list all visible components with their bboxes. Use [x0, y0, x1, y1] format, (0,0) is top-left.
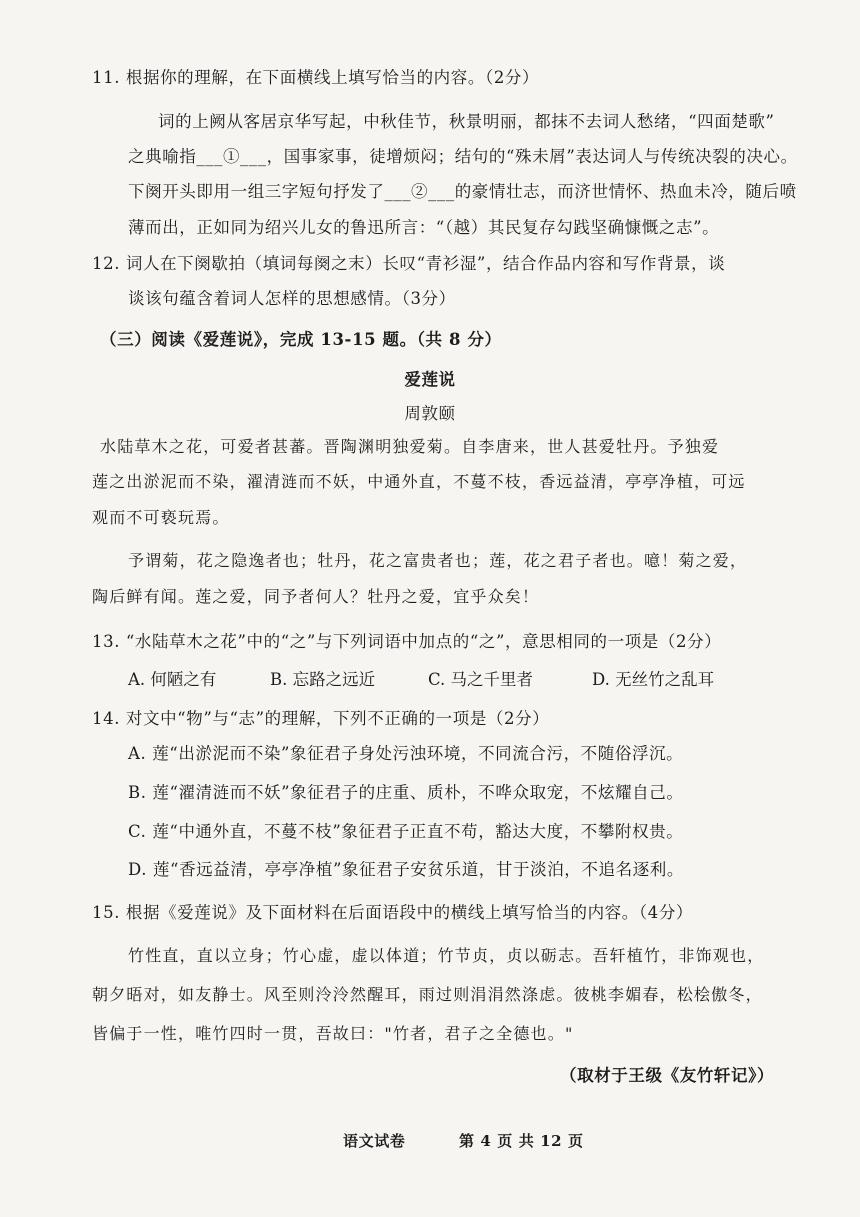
passage-line-5: 陶后鲜有闻。莲之爱，同予者何人？牡丹之爱，宜乎众矣！	[92, 587, 540, 606]
material-line-1: 竹性直，直以立身；竹心虚，虚以体道；竹节贞，贞以砺志。吾轩植竹，非饰观也，	[128, 946, 765, 965]
question-13-option-b: B. 忘路之远近	[270, 670, 376, 689]
question-12-line-1: 12. 词人在下阕歇拍（填词每阕之末）长叹“青衫湿”，结合作品内容和写作背景，谈	[92, 254, 726, 273]
material-line-2: 朝夕晤对，如友静士。风至则泠泠然醒耳，雨过则涓涓然涤虑。彼桃李媚春，松桧傲冬，	[92, 985, 763, 1004]
question-14-option-d: D. 莲“香远益清，亭亭净植”象征君子安贫乐道，甘于淡泊，不追名逐利。	[128, 860, 685, 879]
material-source: （取材于王级《友竹轩记》）	[560, 1066, 775, 1085]
passage-line-2: 莲之出淤泥而不染，濯清涟而不妖，中通外直，不蔓不枝，香远益清，亭亭净植，可远	[92, 472, 746, 491]
question-13-stem: 13. “水陆草木之花”中的“之”与下列词语中加点的“之”，意思相同的一项是（2分）	[92, 632, 722, 651]
material-line-3: 皆偏于一性，唯竹四时一贯，吾故曰："竹者，君子之全德也。"	[92, 1024, 574, 1043]
question-14-option-a: A. 莲“出淤泥而不染”象征君子身处污浊环境，不同流合污，不随俗浮沉。	[128, 744, 684, 763]
question-13-option-d: D. 无丝竹之乱耳	[592, 670, 715, 689]
question-12-line-2: 谈该句蕴含着词人怎样的思想感情。（3分）	[128, 289, 456, 308]
question-11-stem: 11. 根据你的理解，在下面横线上填写恰当的内容。（2分）	[92, 68, 540, 87]
footer-page-number: 第 4 页 共 12 页	[459, 1132, 584, 1150]
passage-line-4: 予谓菊，花之隐逸者也；牡丹，花之富贵者也；莲，花之君子者也。噫！菊之爱，	[128, 551, 748, 570]
question-11-line-1: 词的上阙从客居京华写起，中秋佳节，秋景明丽，都抹不去词人愁绪，“四面楚歌”	[158, 112, 775, 131]
question-11-line-4: 薄而出，正如同为绍兴儿女的鲁迅所言：“（越）其民复存勾践坚确慷慨之志”。	[128, 218, 720, 237]
question-14-stem: 14. 对文中“物”与“志”的理解，下列不正确的一项是（2分）	[92, 709, 550, 728]
question-14-option-c: C. 莲“中通外直，不蔓不枝”象征君子正直不苟，豁达大度，不攀附权贵。	[128, 822, 684, 841]
passage-author: 周敦颐	[404, 404, 456, 423]
question-13-option-a: A. 何陋之有	[128, 670, 217, 689]
question-11-line-3: 下阕开头即用一组三字短句抒发了___②___的豪情壮志，而济世情怀、热血未冷，随后喷	[128, 182, 797, 201]
footer-subject: 语文试卷	[343, 1132, 406, 1150]
section-3-heading: （三）阅读《爱莲说》，完成 13-15 题。（共 8 分）	[100, 330, 502, 349]
question-11-line-2: 之典喻指___①___，国事家事，徒增烦闷；结句的“殊未屑”表达词人与传统决裂的决心。	[128, 147, 798, 166]
question-13-option-c: C. 马之千里者	[428, 670, 534, 689]
question-14-option-b: B. 莲“濯清涟而不妖”象征君子的庄重、质朴，不哗众取宠，不炫耀自己。	[128, 783, 684, 802]
question-15-stem: 15. 根据《爱莲说》及下面材料在后面语段中的横线上填写恰当的内容。（4分）	[92, 903, 694, 922]
passage-title: 爱莲说	[404, 370, 456, 389]
passage-line-3: 观而不可亵玩焉。	[92, 508, 230, 527]
passage-line-1: 水陆草木之花，可爱者甚蕃。晋陶渊明独爱菊。自李唐来，世人甚爱牡丹。予独爱	[100, 437, 720, 456]
